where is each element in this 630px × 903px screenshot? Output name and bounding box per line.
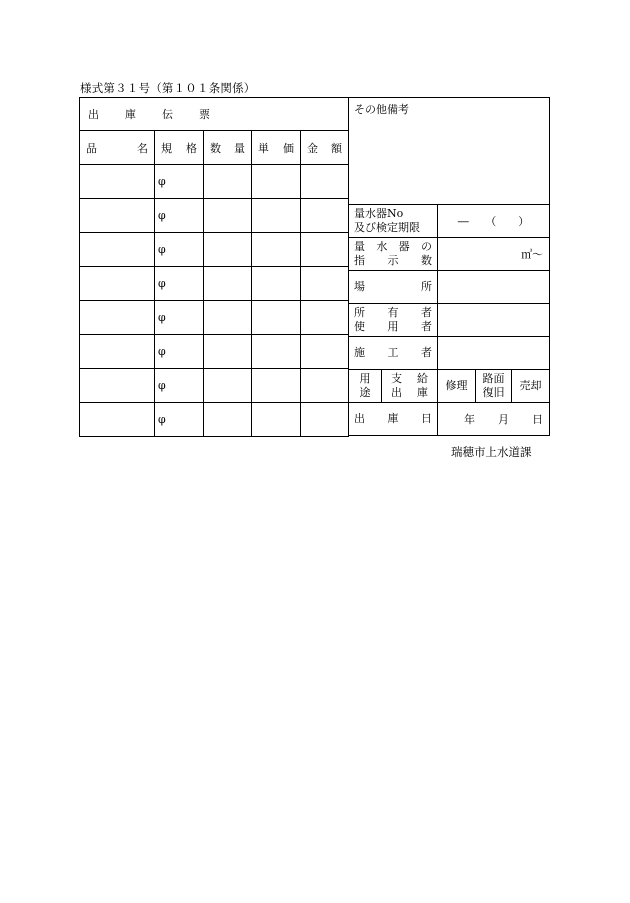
item-name-cell[interactable] (80, 301, 155, 335)
remarks-field[interactable]: その他備考 (349, 98, 550, 205)
diameter-symbol: φ (158, 311, 166, 324)
meter-reading-value[interactable]: ㎥～ (438, 238, 550, 271)
spec-cell[interactable] (155, 403, 204, 437)
quantity-cell[interactable] (204, 369, 252, 403)
item-name-cell[interactable] (80, 369, 155, 403)
meter-number-label: 量水器No 及び検定期限 (349, 205, 438, 238)
item-name-cell[interactable] (80, 233, 155, 267)
slip-row (80, 403, 349, 437)
unit-price-cell[interactable] (252, 233, 301, 267)
quantity-cell[interactable] (204, 165, 252, 199)
delivery-date-label: 出 庫 日 (349, 403, 438, 436)
location-label: 場 所 (349, 271, 438, 304)
slip-row (80, 301, 349, 335)
slip-row (80, 369, 349, 403)
amount-cell[interactable] (301, 267, 349, 301)
contractor-field[interactable] (438, 337, 550, 370)
meter-number-value[interactable]: ― （ ） (438, 205, 550, 238)
amount-cell[interactable] (301, 301, 349, 335)
meter-reading-label: 量 水 器 の 指 示 数 (349, 238, 438, 271)
form-number-label: 様式第３１号（第１０１条関係） (80, 81, 256, 95)
usage-sale-option[interactable]: 売却 (512, 370, 550, 403)
slip-row (80, 165, 349, 199)
header-unit-price: 単 価 (252, 131, 301, 165)
usage-repair-option[interactable]: 修理 (438, 370, 476, 403)
quantity-cell[interactable] (204, 403, 252, 437)
diameter-symbol: φ (158, 277, 166, 290)
diameter-symbol: φ (158, 345, 166, 358)
header-item-name: 品 名 (80, 131, 155, 165)
unit-price-cell[interactable] (252, 403, 301, 437)
date-month-label: 月 (498, 413, 510, 426)
spec-cell[interactable] (155, 165, 204, 199)
details-table (348, 97, 550, 436)
diameter-symbol: φ (158, 209, 166, 222)
unit-price-cell[interactable] (252, 369, 301, 403)
owner-user-field[interactable] (438, 304, 550, 337)
quantity-cell[interactable] (204, 335, 252, 369)
delivery-slip-table (79, 97, 349, 437)
amount-cell[interactable] (301, 233, 349, 267)
item-name-cell[interactable] (80, 267, 155, 301)
amount-cell[interactable] (301, 165, 349, 199)
quantity-cell[interactable] (204, 233, 252, 267)
delivery-date-field[interactable] (438, 403, 550, 436)
department-name: 瑞穂市上水道課 (451, 445, 532, 459)
date-day-label: 日 (532, 413, 544, 426)
contractor-label: 施 工 者 (349, 337, 438, 370)
quantity-cell[interactable] (204, 301, 252, 335)
diameter-symbol: φ (158, 243, 166, 256)
slip-row (80, 335, 349, 369)
location-field[interactable] (438, 271, 550, 304)
unit-price-cell[interactable] (252, 199, 301, 233)
slip-title: 出庫伝票 (80, 98, 349, 131)
unit-price-cell[interactable] (252, 267, 301, 301)
slip-row (80, 199, 349, 233)
spec-cell[interactable] (155, 233, 204, 267)
unit-price-cell[interactable] (252, 335, 301, 369)
quantity-cell[interactable] (204, 199, 252, 233)
item-name-cell[interactable] (80, 165, 155, 199)
date-year-label: 年 (464, 413, 475, 426)
slip-row (80, 267, 349, 301)
diameter-symbol: φ (158, 379, 166, 392)
item-name-cell[interactable] (80, 199, 155, 233)
diameter-symbol: φ (158, 175, 166, 188)
usage-road-restore-option[interactable]: 路面 復旧 (476, 370, 512, 403)
amount-cell[interactable] (301, 369, 349, 403)
spec-cell[interactable] (155, 369, 204, 403)
spec-cell[interactable] (155, 199, 204, 233)
amount-cell[interactable] (301, 403, 349, 437)
slip-row (80, 233, 349, 267)
header-quantity: 数 量 (204, 131, 252, 165)
usage-supply-option[interactable]: 支 給 出 庫 (382, 370, 438, 403)
item-name-cell[interactable] (80, 335, 155, 369)
spec-cell[interactable] (155, 335, 204, 369)
owner-user-label: 所 有 者 使 用 者 (349, 304, 438, 337)
header-spec: 規 格 (155, 131, 204, 165)
item-name-cell[interactable] (80, 403, 155, 437)
spec-cell[interactable] (155, 267, 204, 301)
unit-price-cell[interactable] (252, 301, 301, 335)
header-amount: 金 額 (301, 131, 349, 165)
amount-cell[interactable] (301, 335, 349, 369)
quantity-cell[interactable] (204, 267, 252, 301)
unit-price-cell[interactable] (252, 165, 301, 199)
diameter-symbol: φ (158, 413, 166, 426)
amount-cell[interactable] (301, 199, 349, 233)
spec-cell[interactable] (155, 301, 204, 335)
usage-label: 用 途 (349, 370, 382, 403)
